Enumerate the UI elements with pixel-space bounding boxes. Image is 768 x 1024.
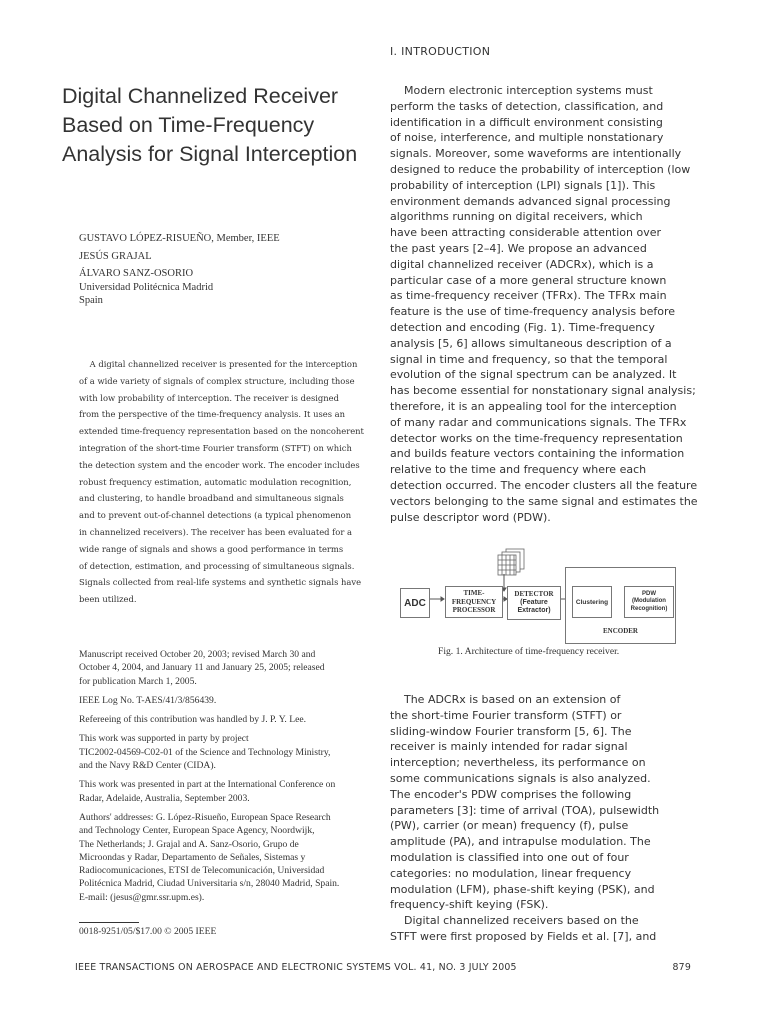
text-line: relative to the time and frequency where each: [390, 463, 647, 477]
text-line: Refereeing of this contribution was handled by J. P. Y. Lee.: [79, 714, 307, 726]
figure-caption: Fig. 1. Architecture of time-frequency receiver.: [438, 646, 620, 657]
text-line: categories: no modulation, linear frequency: [390, 866, 632, 880]
text-line: therefore, it is an appealing tool for the interception: [390, 399, 677, 413]
footnote: [79, 732, 379, 772]
author-name: JESÚS GRAJAL: [79, 250, 152, 262]
paper-title: [62, 82, 357, 169]
footnote-rule: [79, 922, 139, 923]
encoder-block: ENCODER: [565, 567, 676, 644]
text-line: of detection, estimation, and processing of simultaneous signals.: [79, 560, 355, 571]
text-line: modulation is classified into one out of four: [390, 850, 629, 864]
author-affiliation: Universidad Politécnica Madrid: [79, 281, 214, 293]
text-line: for publication March 1, 2005.: [79, 675, 197, 687]
text-line: Modern electronic interception systems must: [390, 84, 653, 97]
text-line: A digital channelized receiver is presented for the interception: [79, 359, 358, 369]
text-line: has become essential for nonstationary signal analysis;: [390, 384, 696, 398]
text-line: TIC2002-04569-C02-01 of the Science and Technology Ministry,: [79, 746, 331, 758]
footnote: [79, 811, 379, 904]
intro-paragraph: [390, 83, 698, 525]
text-line: particular case of a more general structure known: [390, 273, 667, 287]
text-line: designed to reduce the probability of interception (low: [390, 162, 691, 176]
text-line: Politécnica Madrid, Ciudad Universitaria s/n, 28040 Madrid, Spain.: [79, 878, 340, 890]
text-line: wide range of signals and shows a good performance in terms: [79, 543, 344, 554]
author-block: [79, 232, 280, 308]
title-line: Analysis for Signal Interception: [62, 142, 358, 166]
text-line: interception; nevertheless, its performance on: [390, 756, 646, 770]
copyright-line: 0018-9251/05/$17.00 © 2005 IEEE: [79, 926, 217, 937]
text-line: algorithms running on digital receivers, which: [390, 210, 643, 224]
footnote: [79, 778, 379, 805]
clustering-block: Clustering: [572, 586, 612, 618]
text-line: sliding-window Fourier transform [5, 6]. The: [390, 724, 632, 738]
text-line: in channelized receivers). The receiver has been evaluated for a: [79, 526, 352, 537]
text-line: This work was supported in party by project: [79, 733, 249, 745]
text-line: of many radar and communications signals. The TFRx: [390, 415, 687, 429]
text-line: extended time-frequency representation based on the noncoherent: [79, 426, 364, 437]
text-line: parameters [3]: time of arrival (TOA), pulsewidth: [390, 803, 660, 817]
text-line: receiver is mainly intended for radar signal: [390, 740, 628, 754]
text-line: and clustering, to handle broadband and simultaneous signals: [79, 493, 344, 504]
text-line: the short-time Fourier transform (STFT) or: [390, 708, 622, 722]
footnote: [79, 648, 379, 688]
text-line: probability of interception (LPI) signals [1]). This: [390, 178, 656, 192]
text-line: The encoder's PDW comprises the following: [390, 787, 632, 801]
page-footer: [75, 962, 691, 973]
text-line: of noise, interference, and multiple nonstationary: [390, 131, 664, 145]
text-line: detection and encoding (Fig. 1). Time-frequency: [390, 320, 655, 334]
text-line: The Netherlands; J. Grajal and A. Sanz-Osorio, Grupo de: [79, 838, 299, 850]
text-line: Signals collected from real-life systems and synthetic signals have: [79, 577, 362, 588]
text-line: signals. Moreover, some waveforms are intentionally: [390, 147, 682, 161]
text-line: Radiocomunicaciones, ETSI de Telecomunicación, Universidad: [79, 865, 325, 877]
text-line: the past years [2–4]. We propose an advanced: [390, 241, 647, 255]
time-frequency-processor-block: TIME- FREQUENCY PROCESSOR: [445, 586, 503, 618]
pdw-block: PDW (Modulation Recognition): [624, 586, 674, 618]
text-line: amplitude (PA), and intrapulse modulation. The: [390, 835, 651, 849]
footnote: [79, 713, 379, 726]
detector-block: DETECTOR (Feature Extractor): [507, 586, 561, 620]
text-line: have been attracting considerable attention over: [390, 226, 662, 240]
text-line: and builds feature vectors containing the information: [390, 447, 685, 461]
title-line: Based on Time-Frequency: [62, 113, 315, 137]
text-line: modulation (LFM), phase-shift keying (PSK), and: [390, 882, 655, 896]
text-line: October 4, 2004, and January 11 and January 25, 2005; released: [79, 662, 325, 674]
text-line: analysis [5, 6] allows simultaneous description of a: [390, 336, 672, 350]
text-line: detection occurred. The encoder clusters all the feature: [390, 478, 698, 492]
journal-info: IEEE TRANSACTIONS ON AEROSPACE AND ELECTRONIC SYSTEMS VOL. 41, NO. 3 JULY 2005: [75, 962, 517, 973]
footnote: [79, 694, 379, 707]
text-line: pulse descriptor word (PDW).: [390, 510, 551, 524]
text-line: STFT were first proposed by Fields et al. [7], and: [390, 929, 657, 943]
text-line: robust frequency estimation, automatic modulation recognition,: [79, 476, 352, 487]
text-line: Radar, Adelaide, Australia, September 2003.: [79, 792, 250, 804]
page-number: 879: [672, 962, 691, 973]
text-line: perform the tasks of detection, classification, and: [390, 99, 664, 113]
figure-1-diagram: [398, 546, 698, 646]
text-line: integration of the short-time Fourier transform (STFT) on which: [79, 442, 352, 453]
tf-grid-icon: [498, 549, 524, 575]
body-paragraph: [390, 692, 692, 945]
title-line: Digital Channelized Receiver: [62, 84, 339, 108]
text-line: some communications signals is also analyzed.: [390, 771, 651, 785]
text-line: signal in time and frequency, so that the temporal: [390, 352, 668, 366]
text-line: detector works on the time-frequency representation: [390, 431, 683, 445]
text-line: been utilized.: [79, 594, 137, 605]
text-line: The ADCRx is based on an extension of: [390, 693, 621, 706]
abstract: [79, 356, 369, 608]
text-line: feature is the use of time-frequency analysis before: [390, 305, 676, 319]
author-name: GUSTAVO LÓPEZ-RISUEÑO, Member, IEEE: [79, 233, 280, 244]
text-line: frequency-shift keying (FSK).: [390, 898, 549, 912]
text-line: and Technology Center, European Space Agency, Noordwijk,: [79, 825, 315, 837]
text-line: of a wide variety of signals of complex structure, including those: [79, 375, 355, 386]
text-line: the detection system and the encoder work. The encoder includes: [79, 459, 360, 470]
text-line: with low probability of interception. The receiver is designed: [79, 392, 339, 403]
text-line: as time-frequency receiver (TFRx). The TFRx main: [390, 289, 667, 303]
text-line: and the Navy R&D Center (CIDA).: [79, 760, 216, 772]
text-line: (PW), carrier (or mean) frequency (f), pulse: [390, 819, 629, 833]
text-line: Authors' addresses: G. López-Risueño, European Space Research: [79, 811, 331, 823]
author-name: ÁLVARO SANZ-OSORIO: [79, 268, 194, 279]
text-line: identification in a difficult environment consisting: [390, 115, 663, 129]
author-country: Spain: [79, 295, 103, 306]
text-line: evolution of the signal spectrum can be analyzed. It: [390, 368, 677, 382]
text-line: vectors belonging to the same signal and estimates the: [390, 494, 698, 508]
text-line: environment demands advanced signal processing: [390, 194, 671, 208]
text-line: and to prevent out-of-channel detections (a typical phenomenon: [79, 510, 352, 521]
text-line: from the perspective of the time-frequency analysis. It uses an: [79, 409, 346, 420]
text-line: Digital channelized receivers based on the: [390, 914, 639, 928]
text-line: E-mail: (jesus@gmr.ssr.upm.es).: [79, 891, 205, 903]
text-line: Microondas y Radar, Departamento de Señales, Sistemas y: [79, 851, 306, 863]
adc-block: ADC: [400, 588, 430, 618]
text-line: digital channelized receiver (ADCRx), which is a: [390, 257, 654, 271]
text-line: Manuscript received October 20, 2003; revised March 30 and: [79, 649, 316, 660]
footnotes: [79, 648, 379, 910]
text-line: IEEE Log No. T-AES/41/3/856439.: [79, 694, 217, 706]
section-heading: I. INTRODUCTION: [390, 45, 491, 58]
text-line: This work was presented in part at the International Conference on: [79, 779, 336, 791]
